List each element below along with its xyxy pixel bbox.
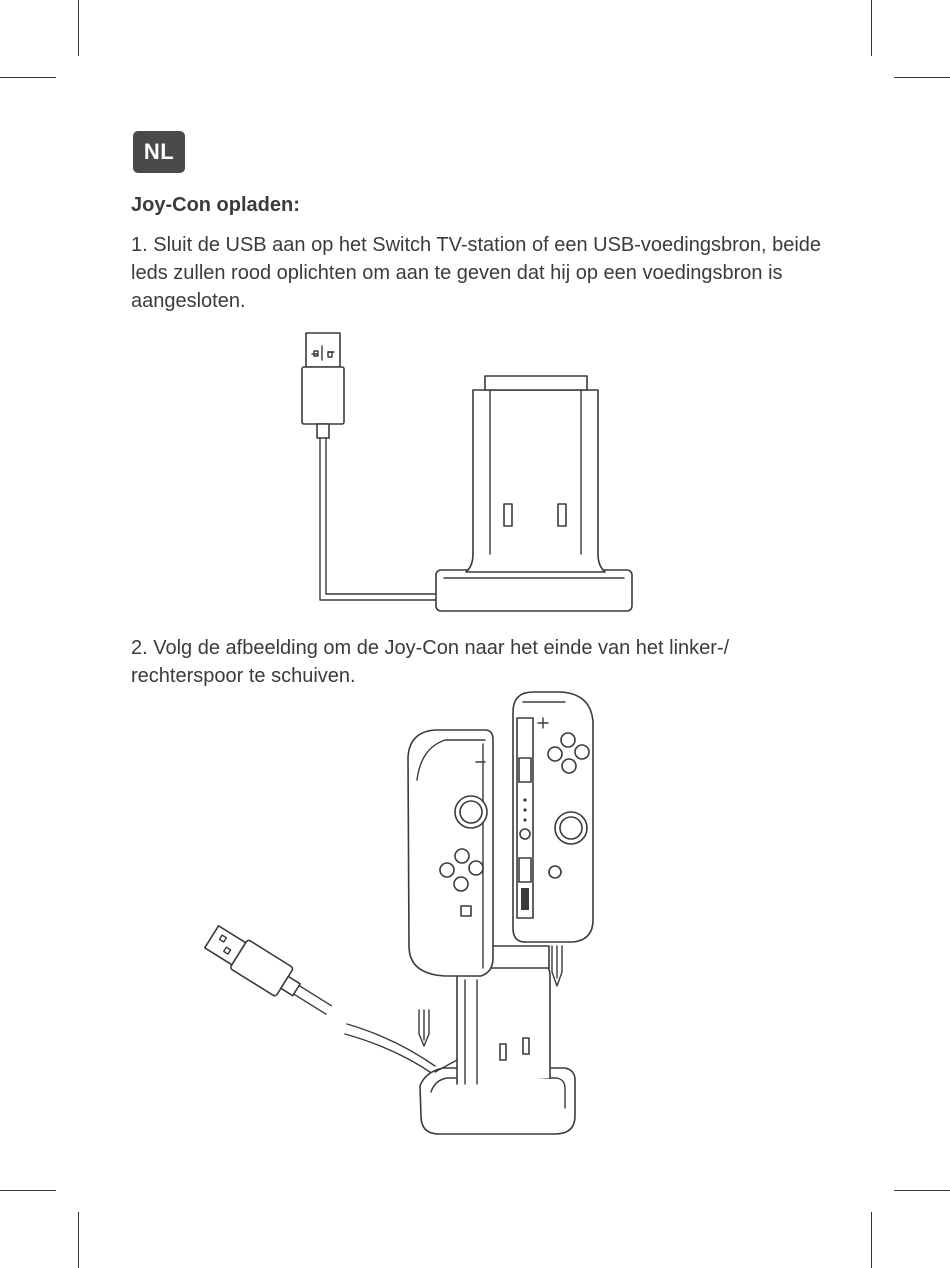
section-heading: Joy-Con opladen: xyxy=(131,194,300,216)
crop-mark xyxy=(894,1190,950,1191)
crop-mark xyxy=(871,0,872,56)
language-badge: NL xyxy=(133,131,185,173)
joy-con-sliding-onto-dock-icon xyxy=(195,688,615,1138)
crop-mark xyxy=(894,77,950,78)
usb-cable-charging-dock-icon xyxy=(290,328,650,618)
crop-mark xyxy=(78,0,79,56)
crop-mark xyxy=(871,1212,872,1268)
step-2-text: 2. Volg de afbeelding om de Joy-Con naar het einde van het linker-/ rechterspoor te schuiven. xyxy=(131,637,730,687)
crop-mark xyxy=(78,1212,79,1268)
step-1-text: 1. Sluit de USB aan op het Switch TV-station of een USB-voedingsbron, beide leds zullen rood oplichten om aan te geven dat hij op een voedingsbron is aangesloten. xyxy=(131,234,822,312)
crop-mark xyxy=(0,1190,56,1191)
crop-mark xyxy=(0,77,56,78)
